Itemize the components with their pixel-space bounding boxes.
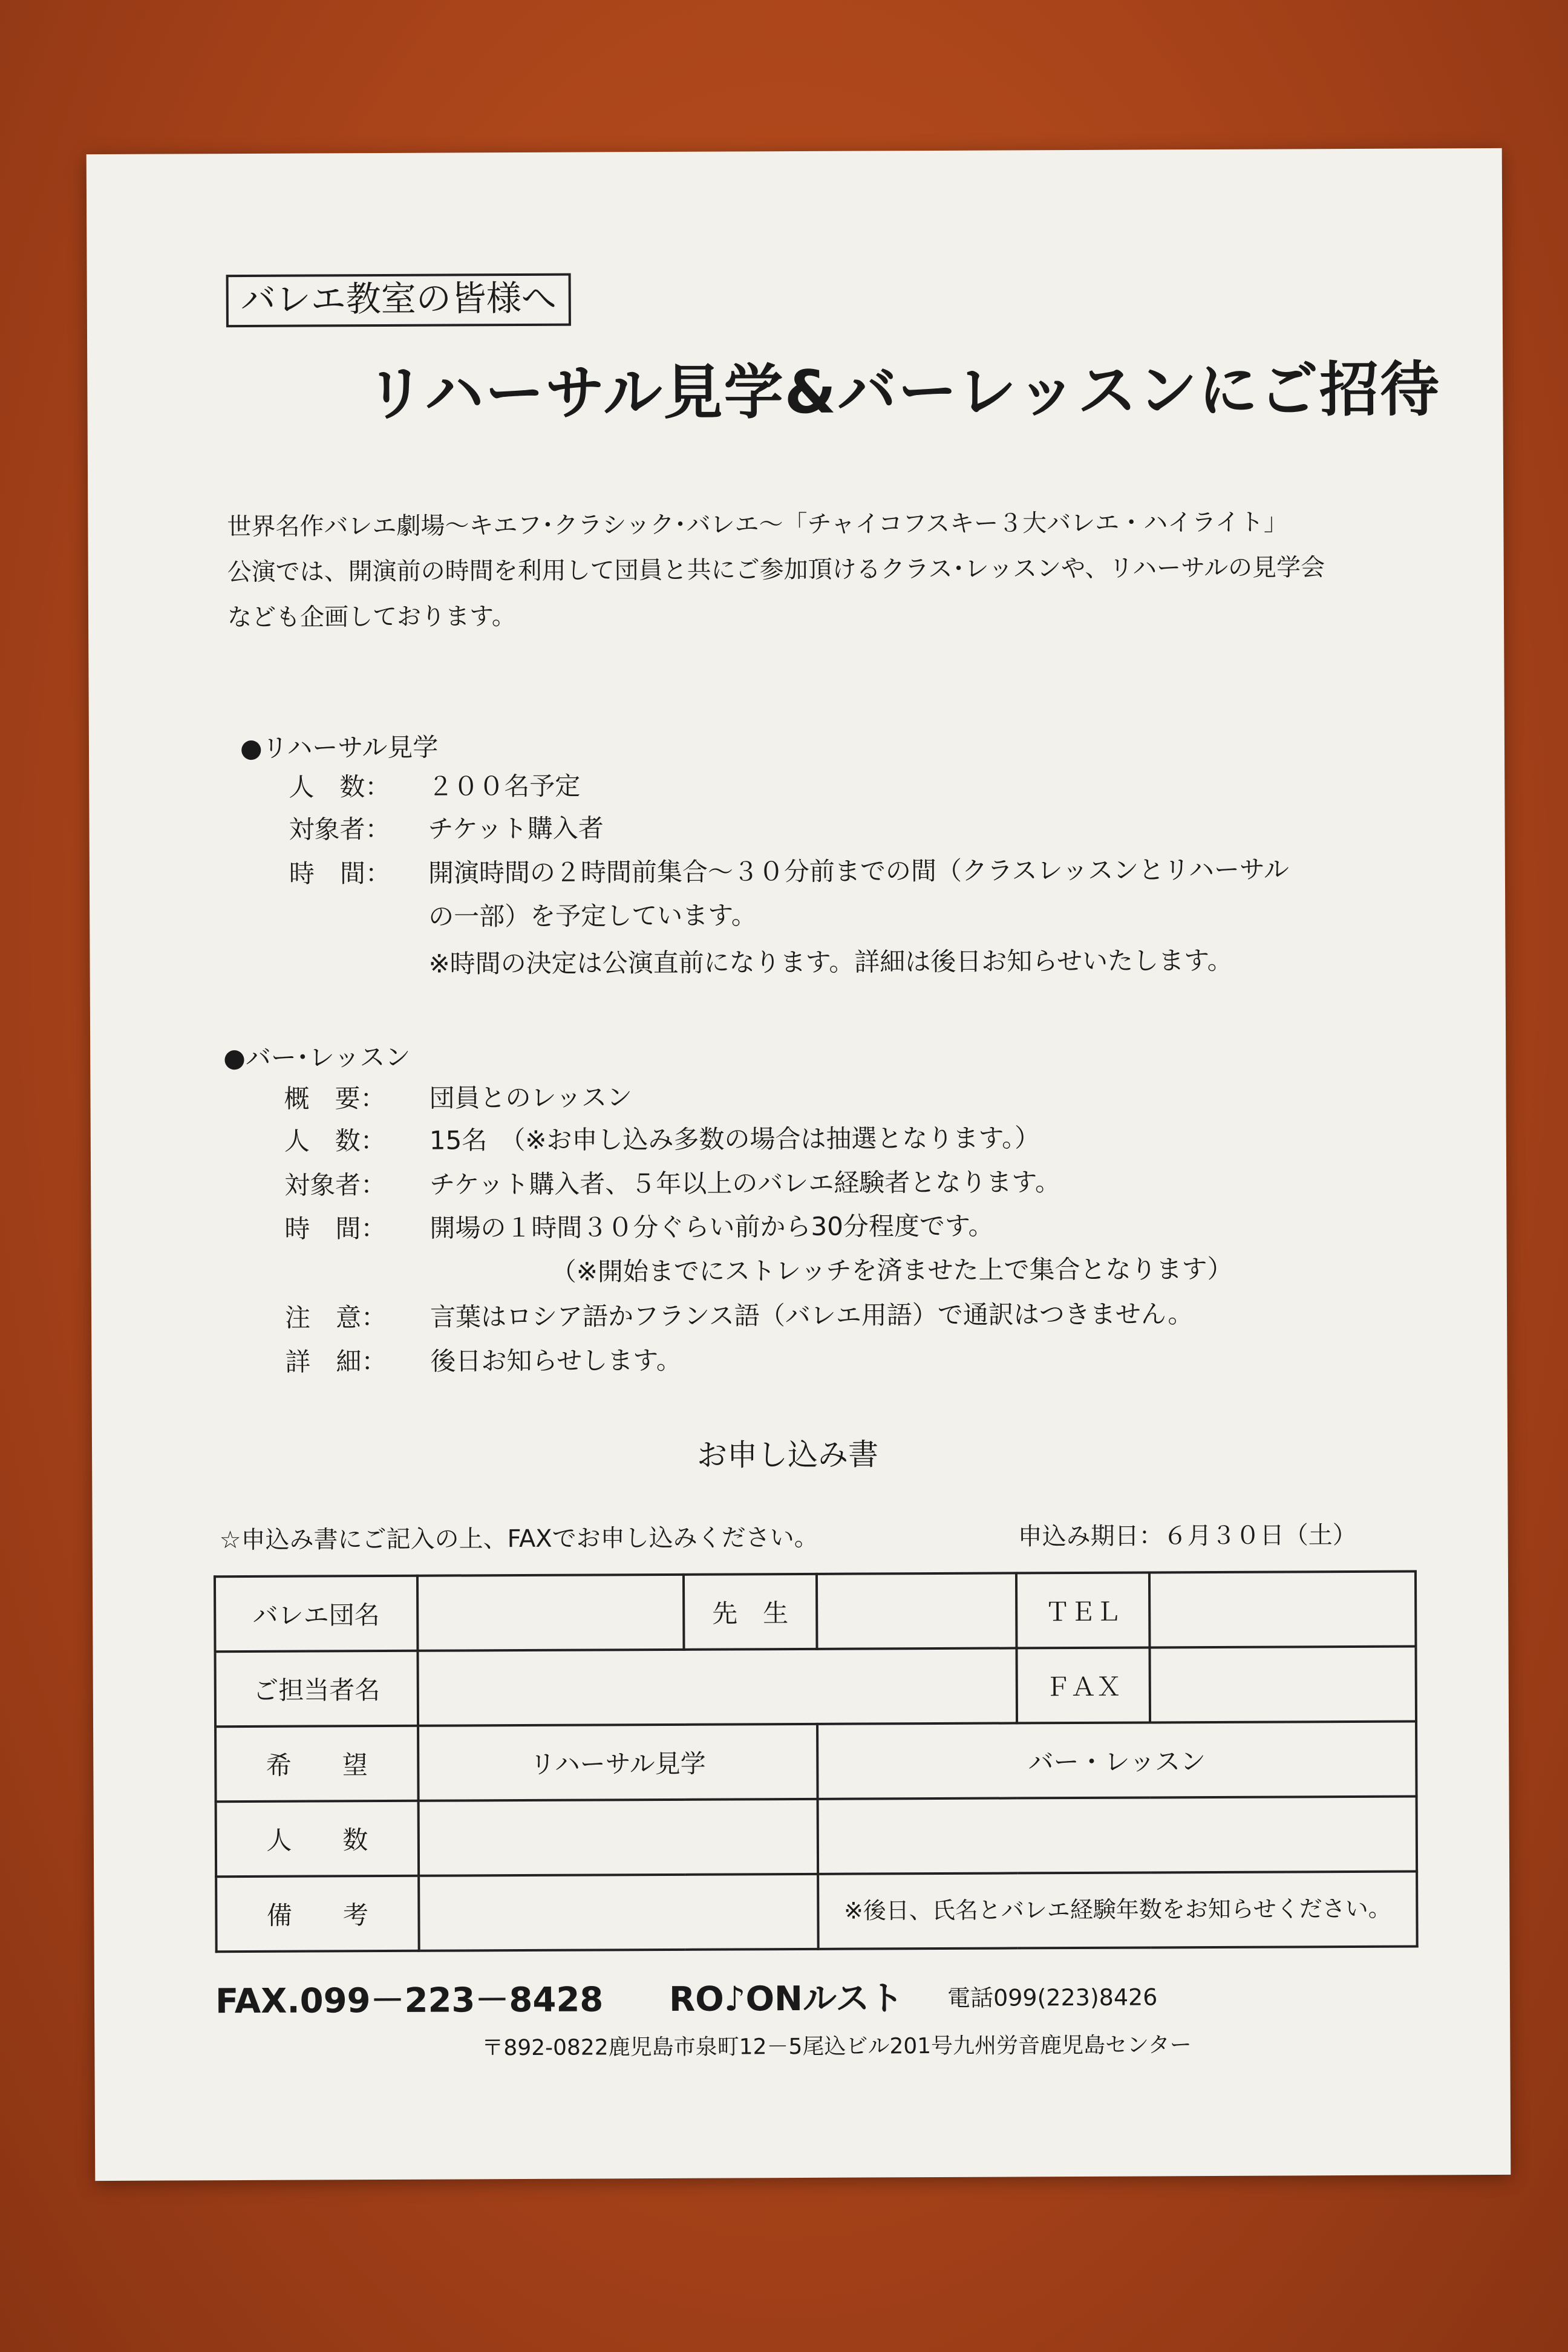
tel-field[interactable] — [1149, 1572, 1416, 1648]
bar-lesson-count-field[interactable] — [818, 1797, 1417, 1874]
rehearsal-label-time: 時 間： — [289, 858, 391, 889]
rehearsal-time-cont: の一部）を予定しています。 — [428, 900, 757, 932]
rehearsal-note: ※時間の決定は公演直前になります。詳細は後日お知らせいたします。 — [428, 945, 1233, 979]
bar-lesson-heading: ●バー･レッスン — [223, 1042, 411, 1073]
count-label: 人 数 — [216, 1801, 419, 1877]
rehearsal-value-count: ２００名予定 — [428, 771, 581, 802]
footer-fax: FAX.099－223－8428 — [215, 1980, 604, 2022]
tel-label: ＴＥＬ — [1016, 1572, 1150, 1648]
bar-label-target: 対象者： — [284, 1169, 387, 1200]
intro-line-1: 世界名作バレエ劇場～キエフ･クラシック･バレエ～「チャイコフスキー３大バレエ・ハイライト」 — [227, 508, 1289, 541]
remarks-label: 備 考 — [216, 1876, 419, 1952]
rehearsal-column-header: リハーサル見学 — [418, 1724, 818, 1801]
intro-line-2: 公演では、開演前の時間を利用して団員と共にご参加頂けるクラス･レッスンや、リハーサルの見学会 — [227, 554, 1325, 587]
teacher-field[interactable] — [817, 1573, 1017, 1648]
bar-label-count: 人 数： — [284, 1125, 386, 1156]
boxed-title: バレエ教室の皆様へ — [226, 273, 571, 327]
table-row — [216, 1797, 1417, 1877]
rehearsal-value-time: 開演時間の２時間前集合～３０分前までの間（クラスレッスンとリハーサル — [428, 854, 1289, 888]
bar-time-note: （※開始までにストレッチを済ませた上で集合となります） — [550, 1253, 1233, 1287]
footer-tel: 電話099(223)8426 — [947, 1984, 1158, 2011]
bar-label-time: 時 間： — [284, 1213, 387, 1244]
application-form-table — [214, 1570, 1419, 1953]
table-row — [215, 1722, 1417, 1802]
rehearsal-label-target: 対象者： — [289, 814, 391, 844]
bar-value-caution: 言葉はロシア語かフランス語（バレエ用語）で通訳はつきません。 — [430, 1299, 1194, 1332]
footer-address: 〒892-0822鹿児島市泉町12－5尾込ビル201号九州労音鹿児島センター — [482, 2033, 1192, 2061]
fax-field[interactable] — [1149, 1647, 1416, 1723]
form-instruction: ☆申込み書にご記入の上、FAXでお申し込みください。 — [219, 1523, 818, 1555]
rehearsal-label-count: 人 数： — [289, 771, 391, 802]
bar-label-caution: 注 意： — [284, 1302, 387, 1333]
contact-person-label: ご担当者名 — [215, 1651, 419, 1726]
rehearsal-heading: ●リハーサル見学 — [240, 732, 439, 763]
bar-value-target: チケット購入者、５年以上のバレエ経験者となります。 — [430, 1167, 1061, 1200]
footer-org-logo: RO♪ONルスト — [668, 1979, 904, 2019]
teacher-label: 先 生 — [684, 1574, 817, 1650]
ballet-group-label: バレエ団名 — [215, 1576, 418, 1651]
bar-lesson-column-header: バー・レッスン — [817, 1722, 1417, 1799]
intro-line-3: なども企画しております。 — [227, 603, 516, 632]
remarks-note: ※後日、氏名とバレエ経験年数をお知らせください。 — [818, 1872, 1417, 1949]
fax-label: ＦＡＸ — [1016, 1647, 1150, 1723]
form-deadline: 申込み期日：６月３０日（土） — [1018, 1521, 1357, 1551]
bar-label-details: 詳 細： — [285, 1346, 387, 1377]
contact-person-field[interactable] — [418, 1648, 1018, 1725]
remarks-field[interactable] — [419, 1874, 818, 1951]
table-row — [216, 1872, 1417, 1952]
desired-label: 希 望 — [215, 1726, 419, 1802]
ballet-group-field[interactable] — [417, 1575, 684, 1651]
main-title: リハーサル見学&バーレッスンにご招待 — [365, 355, 1441, 430]
table-row — [215, 1647, 1417, 1727]
bar-value-overview: 団員とのレッスン — [429, 1082, 633, 1113]
rehearsal-count-field[interactable] — [419, 1799, 818, 1876]
rehearsal-value-target: チケット購入者 — [428, 813, 604, 844]
bar-value-details: 後日お知らせします。 — [430, 1345, 682, 1376]
bar-label-overview: 概 要： — [284, 1083, 386, 1114]
table-row — [215, 1572, 1416, 1652]
form-title: お申し込み書 — [696, 1437, 879, 1473]
flyer-sheet — [87, 148, 1511, 2181]
bar-value-time: 開場の１時間３０分ぐらい前から30分程度です。 — [430, 1210, 994, 1243]
bar-value-count: 15名 （※お申し込み多数の場合は抽選となります。） — [429, 1123, 1040, 1155]
